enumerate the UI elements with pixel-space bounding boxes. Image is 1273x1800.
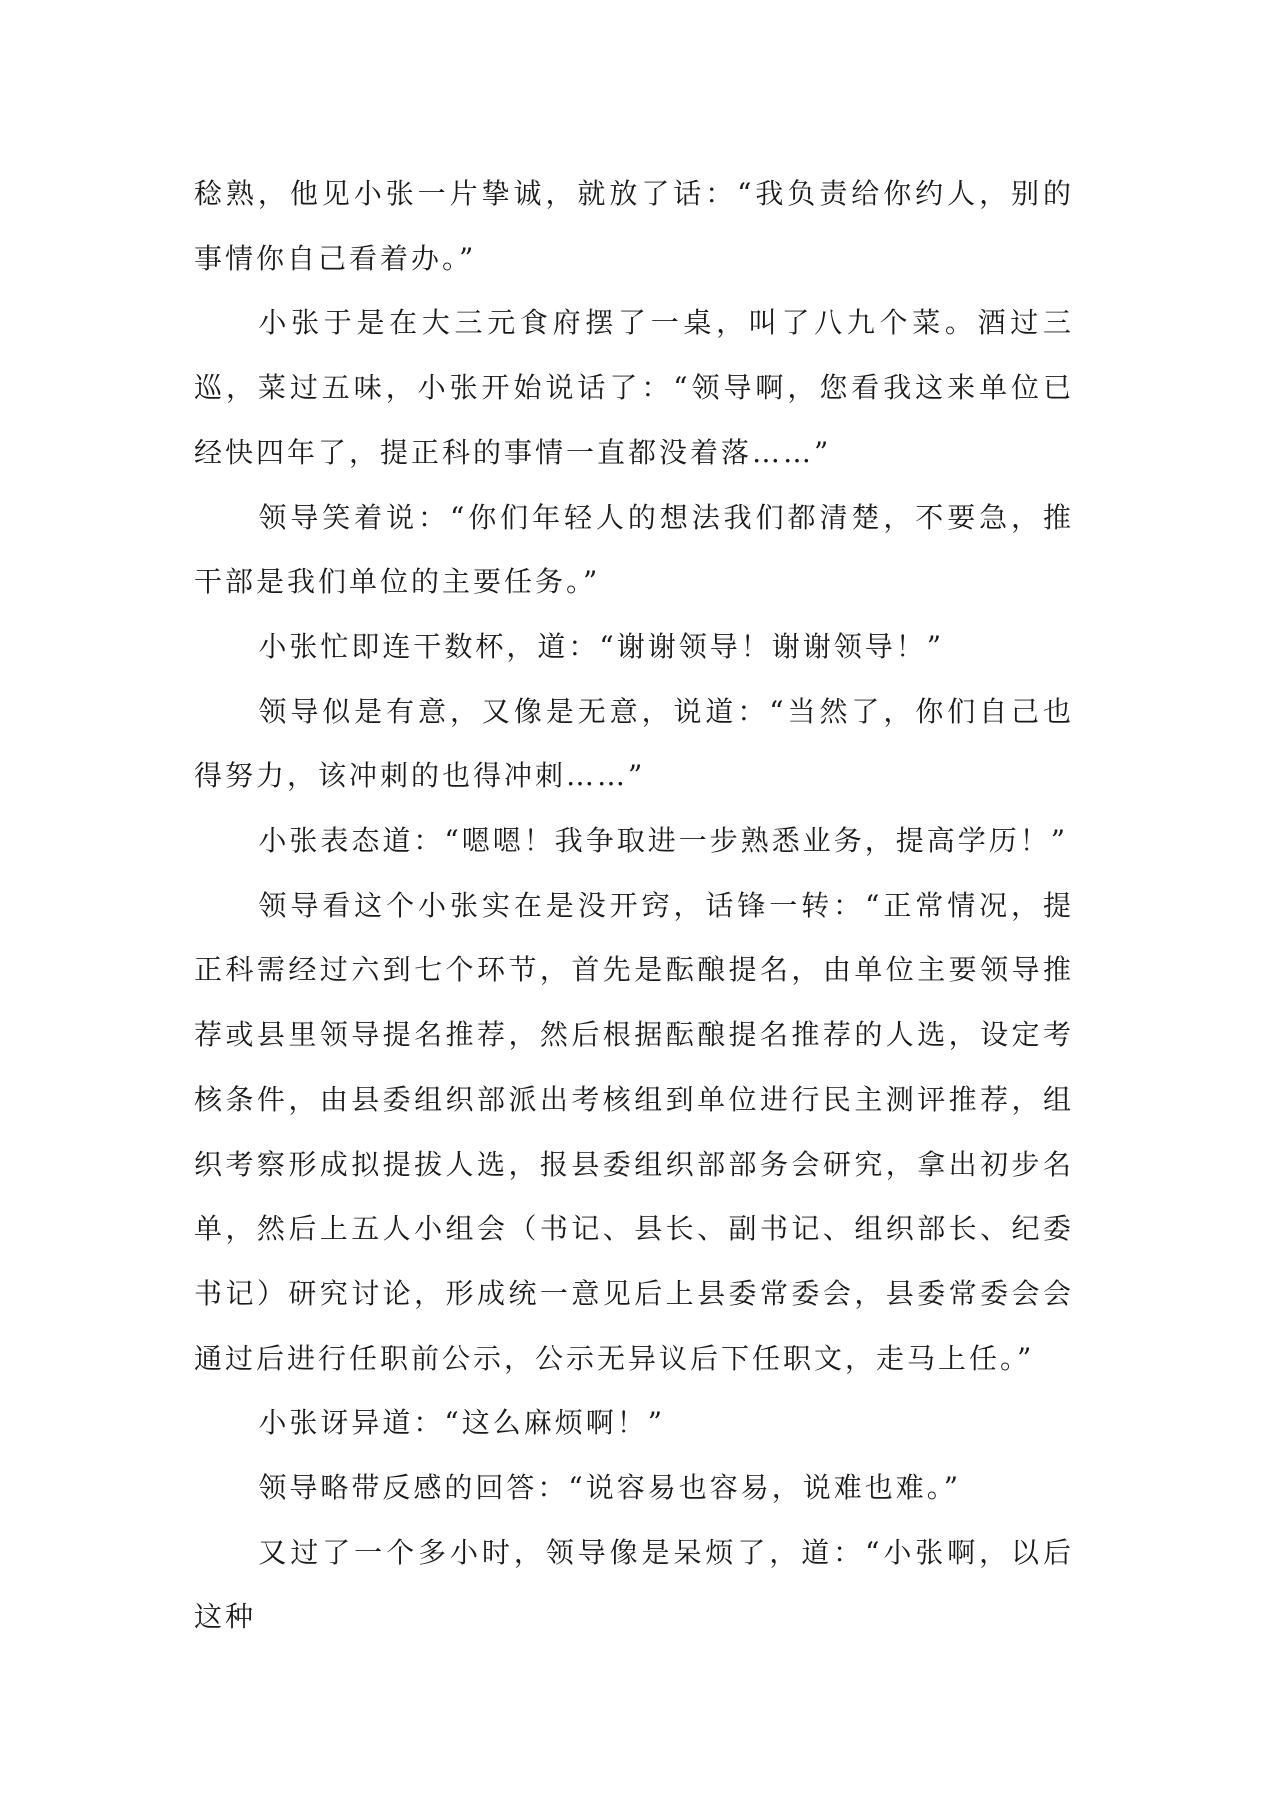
paragraph: 小张于是在大三元食府摆了一桌，叫了八九个菜。酒过三巡，菜过五味，小张开始说话了：“领导啊，您看我这来单位已经快四年了，提正科的事情一直都没着落……” xyxy=(194,306,1074,469)
paragraph: 稔熟，他见小张一片挚诚，就放了话：“我负责给你约人，别的事情你自己看着办。” xyxy=(194,177,1074,275)
paragraph: 小张表态道：“嗯嗯！我争取进一步熟悉业务，提高学历！” xyxy=(258,824,1069,858)
paragraph: 领导笑着说：“你们年轻人的想法我们都清楚，不要急，推干部是我们单位的主要任务。” xyxy=(194,500,1074,599)
paragraph: 小张忙即连干数杯，道：“谢谢领导！谢谢领导！” xyxy=(258,629,945,663)
paragraph: 小张讶异道：“这么麻烦啊！” xyxy=(258,1406,666,1440)
paragraph: 领导略带反感的回答：“说容易也容易，说难也难。” xyxy=(258,1471,962,1505)
paragraph: 又过了一个多小时，领导像是呆烦了，道：“小张啊，以后这种 xyxy=(194,1535,1074,1634)
paragraph: 领导看这个小张实在是没开窍，话锋一转：“正常情况，提正科需经过六到七个环节，首先是酝酿提名，由单位主要领导推荐或县里领导提名推荐，然后根据酝酿提名推荐的人选，设定考核条件，由县委组织部派出考核组到单位进行民主测评推荐，组织考察形成拟提拔人选，报县委组织部部务会研究，拿出初步名单，然后上五人小组会（书记、县长、副书记、组织部长、纪委书记）研究讨论，形成统一意见后上县委常委会，县委常委会会通过后进行任职前公示，公示无异议后下任职文，走马上任。” xyxy=(194,888,1074,1375)
body-text xyxy=(194,162,1074,1650)
paragraph: 领导似是有意，又像是无意，说道：“当然了，你们自己也得努力，该冲刺的也得冲刺……” xyxy=(194,694,1074,793)
